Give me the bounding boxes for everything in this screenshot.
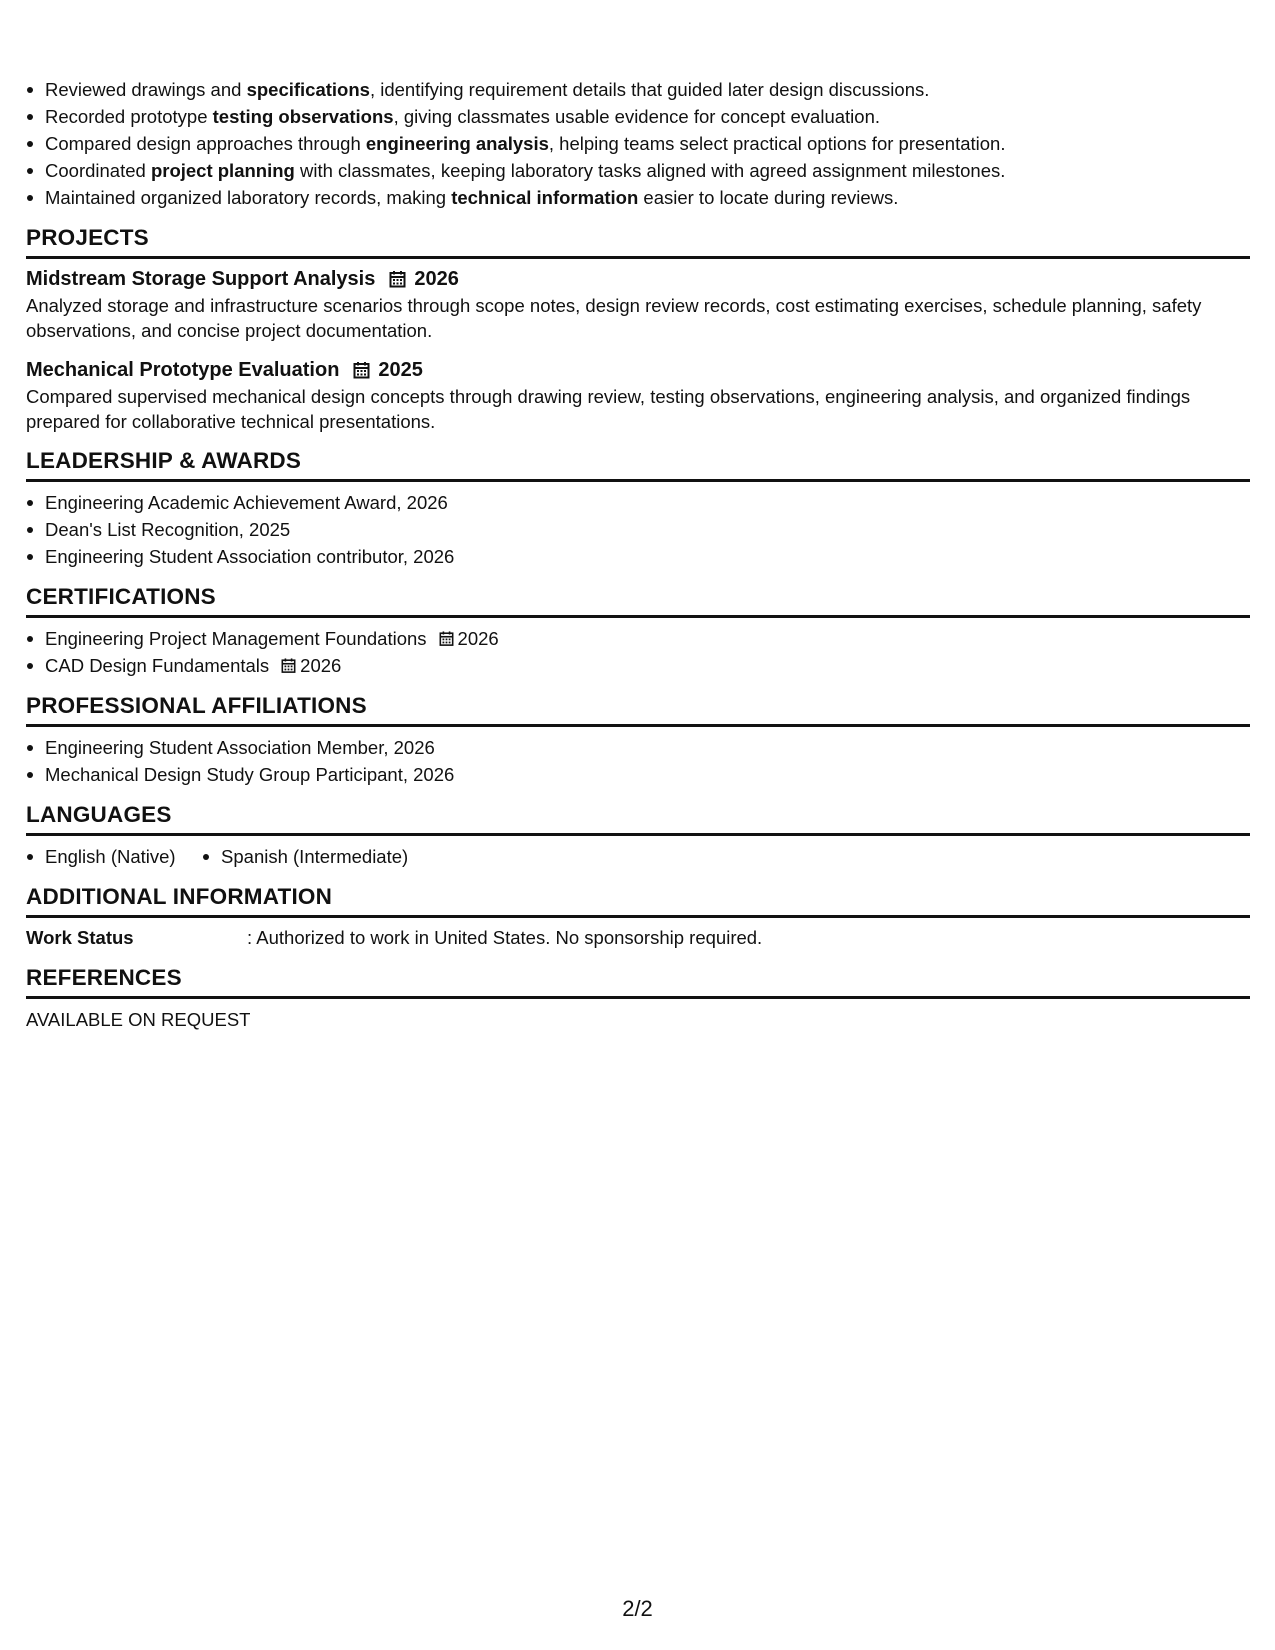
bullet-keyword: testing observations bbox=[212, 106, 394, 127]
experience-bullet: Maintained organized laboratory records, making technical information easier to locate during reviews. bbox=[26, 184, 1250, 211]
certification-name: Engineering Project Management Foundations bbox=[45, 628, 427, 649]
certification-year: 2026 bbox=[457, 628, 499, 649]
award-item: Dean's List Recognition, 2025 bbox=[26, 516, 1250, 543]
certification-name: CAD Design Fundamentals bbox=[45, 655, 270, 676]
references-text: AVAILABLE ON REQUEST bbox=[26, 1009, 251, 1030]
project-item bbox=[26, 266, 1250, 343]
calendar-icon bbox=[281, 657, 296, 674]
calendar-icon bbox=[439, 630, 454, 647]
certification-item bbox=[26, 652, 1250, 679]
experience-bullet: Compared design approaches through engineering analysis, helping teams select practical options for presentation. bbox=[26, 130, 1250, 157]
section-title-languages: LANGUAGES bbox=[26, 801, 1250, 836]
additional-info-section bbox=[26, 883, 1250, 951]
affiliations-list bbox=[26, 734, 1250, 788]
work-status-value: : Authorized to work in United States. No sponsorship required. bbox=[247, 927, 763, 948]
calendar-icon bbox=[389, 270, 406, 288]
award-item: Engineering Academic Achievement Award, 2026 bbox=[26, 489, 1250, 516]
project-description: Compared supervised mechanical design concepts through drawing review, testing observations, engineering analysis, and organized findings prepared for collaborative technical presentations. bbox=[26, 386, 1191, 432]
language-item: Spanish (Intermediate) bbox=[202, 843, 408, 870]
experience-bullet: Recorded prototype testing observations, giving classmates usable evidence for concept evaluation. bbox=[26, 103, 1250, 130]
affiliation-item: Mechanical Design Study Group Participant, 2026 bbox=[26, 761, 1250, 788]
language-item: English (Native) bbox=[26, 843, 176, 870]
bullet-keyword: technical information bbox=[451, 187, 639, 208]
bullet-keyword: specifications bbox=[246, 79, 370, 100]
references-section bbox=[26, 964, 1250, 1034]
project-heading bbox=[26, 357, 1250, 383]
awards-section bbox=[26, 447, 1250, 570]
project-name: Midstream Storage Support Analysis bbox=[26, 268, 376, 290]
resume-page bbox=[26, 76, 1250, 1034]
project-item bbox=[26, 357, 1250, 434]
work-status-row bbox=[26, 925, 1250, 951]
work-status-label: Work Status bbox=[26, 927, 134, 948]
calendar-icon bbox=[353, 361, 370, 379]
page-number: 2/2 bbox=[622, 1596, 653, 1621]
section-title-references: REFERENCES bbox=[26, 964, 1250, 999]
certifications-list bbox=[26, 625, 1250, 679]
awards-list bbox=[26, 489, 1250, 570]
section-title-certifications: CERTIFICATIONS bbox=[26, 583, 1250, 618]
certifications-section bbox=[26, 583, 1250, 679]
certification-year: 2026 bbox=[300, 655, 342, 676]
bullet-keyword: project planning bbox=[150, 160, 295, 181]
section-title-projects: PROJECTS bbox=[26, 224, 1250, 259]
project-year: 2025 bbox=[378, 359, 423, 381]
projects-section bbox=[26, 224, 1250, 434]
project-description: Analyzed storage and infrastructure scenarios through scope notes, design review records, cost estimating exercises, schedule planning, safety observations, and concise project documentation. bbox=[26, 295, 1202, 341]
languages-section bbox=[26, 801, 1250, 870]
experience-bullet: Reviewed drawings and specifications, identifying requirement details that guided later design discussions. bbox=[26, 76, 1250, 103]
section-title-affiliations: PROFESSIONAL AFFILIATIONS bbox=[26, 692, 1250, 727]
certification-item bbox=[26, 625, 1250, 652]
section-title-awards: LEADERSHIP & AWARDS bbox=[26, 447, 1250, 482]
bullet-keyword: engineering analysis bbox=[365, 133, 549, 154]
languages-list bbox=[26, 843, 1250, 870]
award-item: Engineering Student Association contributor, 2026 bbox=[26, 543, 1250, 570]
experience-bullet-list bbox=[26, 76, 1250, 211]
project-name: Mechanical Prototype Evaluation bbox=[26, 359, 340, 381]
affiliation-item: Engineering Student Association Member, 2026 bbox=[26, 734, 1250, 761]
project-year: 2026 bbox=[414, 268, 459, 290]
section-title-additional-info: ADDITIONAL INFORMATION bbox=[26, 883, 1250, 918]
affiliations-section bbox=[26, 692, 1250, 788]
project-heading bbox=[26, 266, 1250, 292]
experience-bullet: Coordinated project planning with classmates, keeping laboratory tasks aligned with agreed assignment milestones. bbox=[26, 157, 1250, 184]
